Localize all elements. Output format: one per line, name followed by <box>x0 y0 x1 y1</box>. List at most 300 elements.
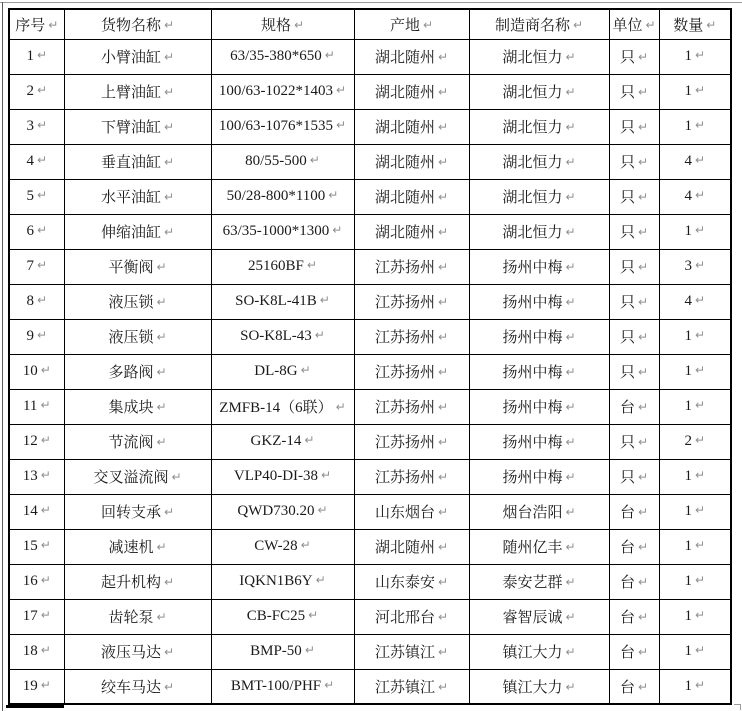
table-row <box>9 74 731 109</box>
cell-text: 只 <box>619 435 635 451</box>
table-cell[interactable] <box>354 319 469 354</box>
table-cell[interactable] <box>659 529 731 564</box>
end-of-cell-mark-icon: ↵ <box>637 190 649 204</box>
table-cell[interactable] <box>609 144 659 179</box>
table-cell[interactable] <box>609 109 659 144</box>
table-cell[interactable] <box>354 249 469 284</box>
end-of-cell-mark-icon: ↵ <box>437 295 449 309</box>
table-cell[interactable] <box>354 109 469 144</box>
cell-text: 产地 <box>389 17 420 34</box>
end-of-cell-mark-icon: ↵ <box>637 505 649 519</box>
cell-text: 4 <box>684 188 692 204</box>
cell-text: 1 <box>684 608 692 624</box>
column-header-1[interactable] <box>64 9 211 39</box>
table-cell[interactable] <box>659 599 731 634</box>
cell-text: 只 <box>619 225 635 241</box>
end-of-cell-mark-icon: ↵ <box>163 17 175 32</box>
table-cell[interactable] <box>469 389 609 424</box>
cell-text: 湖北随州 <box>374 120 435 136</box>
table-cell[interactable] <box>9 459 64 494</box>
table-cell[interactable] <box>64 459 211 494</box>
cell-text: 数量 <box>673 17 704 34</box>
cell-text: 江苏扬州 <box>374 435 435 451</box>
table-cell[interactable] <box>659 669 731 704</box>
table-cell[interactable] <box>64 529 211 564</box>
table-cell[interactable] <box>659 459 731 494</box>
table-cell[interactable] <box>609 284 659 319</box>
end-of-cell-mark-icon: ↵ <box>40 503 51 517</box>
cell-text: 1 <box>684 503 692 519</box>
cell-text: 江苏扬州 <box>374 365 435 381</box>
table-cell[interactable] <box>469 424 609 459</box>
end-of-cell-mark-icon: ↵ <box>565 610 576 624</box>
table-cell[interactable] <box>659 424 731 459</box>
end-of-cell-mark-icon: ↵ <box>694 153 706 167</box>
table-cell[interactable] <box>659 319 731 354</box>
table-cell[interactable] <box>609 424 659 459</box>
cell-text: 只 <box>619 155 635 171</box>
table-cell[interactable] <box>354 214 469 249</box>
table-cell[interactable] <box>609 564 659 599</box>
column-header-4[interactable] <box>469 9 609 39</box>
cell-text: 湖北恒力 <box>502 190 563 206</box>
table-cell[interactable] <box>354 459 469 494</box>
table-cell[interactable] <box>64 424 211 459</box>
table-cell[interactable] <box>659 179 731 214</box>
end-of-cell-mark-icon: ↵ <box>437 225 449 239</box>
table-cell[interactable] <box>469 669 609 704</box>
end-of-cell-mark-icon: ↵ <box>437 330 449 344</box>
cell-text: 水平油缸 <box>100 190 161 206</box>
end-of-cell-mark-icon: ↵ <box>565 50 576 64</box>
table-cell[interactable] <box>9 669 64 704</box>
table-cell[interactable] <box>469 74 609 109</box>
table-cell[interactable] <box>64 284 211 319</box>
end-of-cell-mark-icon: ↵ <box>36 118 48 132</box>
table-cell[interactable] <box>64 144 211 179</box>
table-cell[interactable] <box>9 284 64 319</box>
table-cell[interactable] <box>469 634 609 669</box>
table-cell[interactable] <box>469 144 609 179</box>
end-of-cell-mark-icon: ↵ <box>156 400 167 414</box>
table-row <box>9 39 731 74</box>
table-cell[interactable] <box>609 389 659 424</box>
table-cell[interactable] <box>64 564 211 599</box>
cell-text: 货物名称 <box>100 17 161 34</box>
table-cell[interactable] <box>469 354 609 389</box>
table-cell[interactable] <box>609 354 659 389</box>
header-row <box>9 9 731 39</box>
cell-text: 台 <box>619 505 635 521</box>
end-of-cell-mark-icon: ↵ <box>156 540 167 554</box>
end-of-cell-mark-icon: ↵ <box>156 610 167 624</box>
table-cell[interactable] <box>469 459 609 494</box>
cell-text: 1 <box>684 573 692 589</box>
cell-text: 13 <box>22 468 38 484</box>
cell-text: 63/35-1000*1300 <box>222 223 330 239</box>
cell-text: 7 <box>26 258 34 274</box>
table-cell[interactable] <box>64 494 211 529</box>
table-cell[interactable] <box>64 109 211 144</box>
table-cell[interactable] <box>9 564 64 599</box>
table-cell[interactable] <box>469 214 609 249</box>
table-cell[interactable] <box>609 529 659 564</box>
end-of-cell-mark-icon: ↵ <box>437 260 449 274</box>
cell-text: 江苏扬州 <box>374 295 435 311</box>
end-of-cell-mark-icon: ↵ <box>437 85 449 99</box>
table-cell[interactable] <box>9 214 64 249</box>
end-of-cell-mark-icon: ↵ <box>36 188 48 202</box>
end-of-cell-mark-icon: ↵ <box>694 83 706 97</box>
table-cell[interactable] <box>211 529 354 564</box>
end-of-cell-mark-icon: ↵ <box>637 295 649 309</box>
cell-text: SO-K8L-43 <box>240 328 312 344</box>
table-cell[interactable] <box>211 144 354 179</box>
end-of-cell-mark-icon: ↵ <box>565 120 576 134</box>
table-cell[interactable] <box>609 214 659 249</box>
table-cell[interactable] <box>354 599 469 634</box>
end-of-cell-mark-icon: ↵ <box>565 330 576 344</box>
table-cell[interactable] <box>609 39 659 74</box>
table-cell[interactable] <box>354 74 469 109</box>
cell-text: 下臂油缸 <box>100 120 161 136</box>
table-cell[interactable] <box>211 564 354 599</box>
column-header-0[interactable] <box>9 9 64 39</box>
table-row <box>9 599 731 634</box>
end-of-cell-mark-icon: ↵ <box>637 365 649 379</box>
table-cell[interactable] <box>469 564 609 599</box>
table-cell[interactable] <box>659 389 731 424</box>
end-of-cell-mark-icon: ↵ <box>40 608 51 622</box>
page-top-edge <box>0 2 742 3</box>
cell-text: 17 <box>22 608 38 624</box>
table-cell[interactable] <box>211 39 354 74</box>
table-cell[interactable] <box>609 179 659 214</box>
table-row <box>9 284 731 319</box>
end-of-cell-mark-icon: ↵ <box>694 538 706 552</box>
end-of-cell-mark-icon: ↵ <box>694 643 706 657</box>
table-cell[interactable] <box>354 424 469 459</box>
cell-text: 上臂油缸 <box>100 85 161 101</box>
end-of-cell-mark-icon: ↵ <box>565 190 576 204</box>
cell-text: 江苏镇江 <box>374 645 435 661</box>
table-cell[interactable] <box>469 179 609 214</box>
end-of-cell-mark-icon: ↵ <box>565 225 576 239</box>
table-cell[interactable] <box>609 319 659 354</box>
table-cell[interactable] <box>64 319 211 354</box>
end-of-cell-mark-icon: ↵ <box>309 153 320 167</box>
cell-text: 烟台浩阳 <box>502 505 563 521</box>
cell-text: 1 <box>684 677 692 694</box>
table-cell[interactable] <box>9 494 64 529</box>
column-header-3[interactable] <box>354 9 469 39</box>
table-cell[interactable] <box>9 354 64 389</box>
cell-text: 18 <box>22 643 38 659</box>
end-of-cell-mark-icon: ↵ <box>324 677 335 692</box>
end-of-cell-mark-icon: ↵ <box>422 17 434 32</box>
table-cell[interactable] <box>659 109 731 144</box>
column-header-2[interactable] <box>211 9 354 39</box>
table-cell[interactable] <box>211 634 354 669</box>
table-cell[interactable] <box>64 74 211 109</box>
table-cell[interactable] <box>9 74 64 109</box>
table-cell[interactable] <box>609 494 659 529</box>
cell-text: 14 <box>22 503 38 519</box>
end-of-cell-mark-icon: ↵ <box>163 225 175 239</box>
table-cell[interactable] <box>659 144 731 179</box>
table-cell[interactable] <box>211 669 354 704</box>
end-of-cell-mark-icon: ↵ <box>694 573 706 587</box>
end-of-cell-mark-icon: ↵ <box>300 363 311 377</box>
table-cell[interactable] <box>64 669 211 704</box>
end-of-cell-mark-icon: ↵ <box>40 573 51 587</box>
table-cell[interactable] <box>659 214 731 249</box>
end-of-cell-mark-icon: ↵ <box>565 505 576 519</box>
cell-text: 液压马达 <box>100 645 161 661</box>
column-header-6[interactable] <box>659 9 731 39</box>
table-cell[interactable] <box>211 284 354 319</box>
table-cell[interactable] <box>469 599 609 634</box>
cell-text: 台 <box>619 540 635 556</box>
end-of-cell-mark-icon: ↵ <box>156 435 167 449</box>
end-of-cell-mark-icon: ↵ <box>308 608 319 622</box>
cell-text: 多路阀 <box>108 365 154 381</box>
cell-text: 100/63-1022*1403 <box>218 83 334 99</box>
table-cell[interactable] <box>659 354 731 389</box>
cell-text: 扬州中梅 <box>502 330 563 346</box>
table-cell[interactable] <box>659 564 731 599</box>
end-of-cell-mark-icon: ↵ <box>40 643 51 657</box>
cell-text: 垂直油缸 <box>100 155 161 171</box>
cell-text: 河北邢台 <box>374 610 435 626</box>
cell-text: 1 <box>684 48 692 64</box>
cell-text: 序号 <box>15 17 46 34</box>
cell-text: 小臂油缸 <box>100 50 161 66</box>
cell-text: 湖北恒力 <box>502 50 563 66</box>
end-of-cell-mark-icon: ↵ <box>637 260 649 274</box>
end-of-cell-mark-icon: ↵ <box>171 470 182 484</box>
end-of-cell-mark-icon: ↵ <box>694 188 706 202</box>
cell-text: 江苏扬州 <box>374 260 435 276</box>
table-cell[interactable] <box>211 354 354 389</box>
table-cell[interactable] <box>9 39 64 74</box>
table-cell[interactable] <box>64 214 211 249</box>
table-row <box>9 389 731 424</box>
table-cell[interactable] <box>9 424 64 459</box>
table-cell[interactable] <box>211 494 354 529</box>
table-cell[interactable] <box>9 599 64 634</box>
table-row <box>9 669 731 704</box>
table-cell[interactable] <box>354 179 469 214</box>
table-cell[interactable] <box>659 249 731 284</box>
table-cell[interactable] <box>609 459 659 494</box>
end-of-cell-mark-icon: ↵ <box>437 610 449 624</box>
table-cell[interactable] <box>609 634 659 669</box>
end-of-cell-mark-icon: ↵ <box>163 120 175 134</box>
cell-text: 1 <box>684 328 692 344</box>
cell-text: 镇江大力 <box>502 679 563 696</box>
cell-text: CB-FC25 <box>246 608 306 624</box>
end-of-cell-mark-icon: ↵ <box>163 50 175 64</box>
page-left-edge <box>2 2 3 711</box>
column-header-5[interactable] <box>609 9 659 39</box>
cell-text: 扬州中梅 <box>502 470 563 486</box>
cell-text: 规格 <box>260 17 291 34</box>
table-cell[interactable] <box>659 74 731 109</box>
table-row <box>9 424 731 459</box>
table-cell[interactable] <box>211 74 354 109</box>
table-cell[interactable] <box>64 599 211 634</box>
table-cell[interactable] <box>211 179 354 214</box>
cell-text: 回转支承 <box>100 505 161 521</box>
cell-text: 11 <box>22 398 38 414</box>
table-cell[interactable] <box>354 144 469 179</box>
cell-text: 起升机构 <box>100 575 161 591</box>
table-body <box>9 39 731 704</box>
table-cell[interactable] <box>211 459 354 494</box>
table-cell[interactable] <box>211 109 354 144</box>
end-of-cell-mark-icon: ↵ <box>694 328 706 342</box>
end-of-cell-mark-icon: ↵ <box>163 190 175 204</box>
end-of-cell-mark-icon: ↵ <box>304 643 315 657</box>
table-cell[interactable] <box>211 249 354 284</box>
end-of-cell-mark-icon: ↵ <box>565 365 576 379</box>
table-cell[interactable] <box>469 39 609 74</box>
table-cell[interactable] <box>354 389 469 424</box>
table-cell[interactable] <box>211 319 354 354</box>
table-cell[interactable] <box>64 39 211 74</box>
cell-text: 扬州中梅 <box>502 365 563 381</box>
end-of-cell-mark-icon: ↵ <box>319 293 330 307</box>
table-cell[interactable] <box>64 634 211 669</box>
cell-text: 10 <box>22 363 38 379</box>
table-cell[interactable] <box>469 109 609 144</box>
cell-text: 湖北恒力 <box>502 120 563 136</box>
end-of-cell-mark-icon: ↵ <box>40 538 51 552</box>
table-cell[interactable] <box>609 74 659 109</box>
end-of-cell-mark-icon: ↵ <box>637 400 649 414</box>
table-cell[interactable] <box>354 494 469 529</box>
table-cell[interactable] <box>9 249 64 284</box>
cell-text: 台 <box>619 679 635 696</box>
table-cell[interactable] <box>211 389 354 424</box>
cell-text: 1 <box>684 118 692 134</box>
cell-text: VLP40-DI-38 <box>233 468 319 484</box>
cell-text: 只 <box>619 120 635 136</box>
end-of-cell-mark-icon: ↵ <box>437 505 449 519</box>
cell-text: 交叉溢流阀 <box>93 470 169 486</box>
cell-text: 只 <box>619 330 635 346</box>
table-cell[interactable] <box>354 354 469 389</box>
table-cell[interactable] <box>64 354 211 389</box>
table-cell[interactable] <box>354 669 469 704</box>
bottom-right-corner-mark <box>734 704 741 710</box>
cell-text: BMP-50 <box>250 643 302 659</box>
end-of-cell-mark-icon: ↵ <box>335 400 346 414</box>
cell-text: 16 <box>22 573 38 589</box>
cell-text: 扬州中梅 <box>502 400 563 416</box>
end-of-cell-mark-icon: ↵ <box>565 645 576 659</box>
table-cell[interactable] <box>211 599 354 634</box>
table-cell[interactable] <box>469 529 609 564</box>
cell-text: 台 <box>619 575 635 591</box>
table-cell[interactable] <box>354 564 469 599</box>
cell-text: 19 <box>22 677 38 694</box>
table-cell[interactable] <box>9 144 64 179</box>
cell-text: 1 <box>684 643 692 659</box>
end-of-cell-mark-icon: ↵ <box>572 17 584 32</box>
end-of-cell-mark-icon: ↵ <box>336 83 347 97</box>
table-cell[interactable] <box>354 284 469 319</box>
end-of-cell-mark-icon: ↵ <box>637 225 649 239</box>
table-cell[interactable] <box>469 319 609 354</box>
end-of-cell-mark-icon: ↵ <box>637 679 649 694</box>
end-of-cell-mark-icon: ↵ <box>637 85 649 99</box>
table-cell[interactable] <box>211 214 354 249</box>
end-of-cell-mark-icon: ↵ <box>437 155 449 169</box>
table-cell[interactable] <box>659 634 731 669</box>
table-row <box>9 179 731 214</box>
table-cell[interactable] <box>659 39 731 74</box>
table-row <box>9 214 731 249</box>
table-cell[interactable] <box>9 634 64 669</box>
end-of-cell-mark-icon: ↵ <box>156 260 167 274</box>
cell-text: 扬州中梅 <box>502 260 563 276</box>
table-cell[interactable] <box>9 389 64 424</box>
table-cell[interactable] <box>609 249 659 284</box>
cell-text: 随州亿丰 <box>502 540 563 556</box>
cell-text: 只 <box>619 190 635 206</box>
end-of-cell-mark-icon: ↵ <box>437 50 449 64</box>
table-cell[interactable] <box>9 529 64 564</box>
table-cell[interactable] <box>354 529 469 564</box>
cell-text: 扬州中梅 <box>502 295 563 311</box>
table-cell[interactable] <box>64 179 211 214</box>
table-cell[interactable] <box>9 109 64 144</box>
table-cell[interactable] <box>9 179 64 214</box>
end-of-cell-mark-icon: ↵ <box>40 363 51 377</box>
cell-text: IQKN1B6Y <box>239 573 313 589</box>
cell-text: 只 <box>619 295 635 311</box>
end-of-cell-mark-icon: ↵ <box>694 468 706 482</box>
table-row <box>9 564 731 599</box>
table-cell[interactable] <box>354 634 469 669</box>
cell-text: 湖北随州 <box>374 225 435 241</box>
table-cell[interactable] <box>211 424 354 459</box>
cell-text: DL-8G <box>254 363 298 379</box>
table-cell[interactable] <box>469 494 609 529</box>
table-cell[interactable] <box>659 284 731 319</box>
table-cell[interactable] <box>354 39 469 74</box>
end-of-cell-mark-icon: ↵ <box>565 679 576 694</box>
cell-text: GKZ-14 <box>250 433 302 449</box>
end-of-cell-mark-icon: ↵ <box>163 85 175 99</box>
table-cell[interactable] <box>469 249 609 284</box>
table-cell[interactable] <box>659 494 731 529</box>
table-cell[interactable] <box>64 249 211 284</box>
cell-text: 只 <box>619 50 635 66</box>
end-of-cell-mark-icon: ↵ <box>437 190 449 204</box>
table-cell[interactable] <box>469 284 609 319</box>
table-cell[interactable] <box>64 389 211 424</box>
table-row <box>9 494 731 529</box>
table-cell[interactable] <box>609 669 659 704</box>
cell-text: 湖北随州 <box>374 50 435 66</box>
table-cell[interactable] <box>609 599 659 634</box>
end-of-cell-mark-icon: ↵ <box>637 470 649 484</box>
cell-text: 4 <box>26 153 34 169</box>
table-cell[interactable] <box>9 319 64 354</box>
